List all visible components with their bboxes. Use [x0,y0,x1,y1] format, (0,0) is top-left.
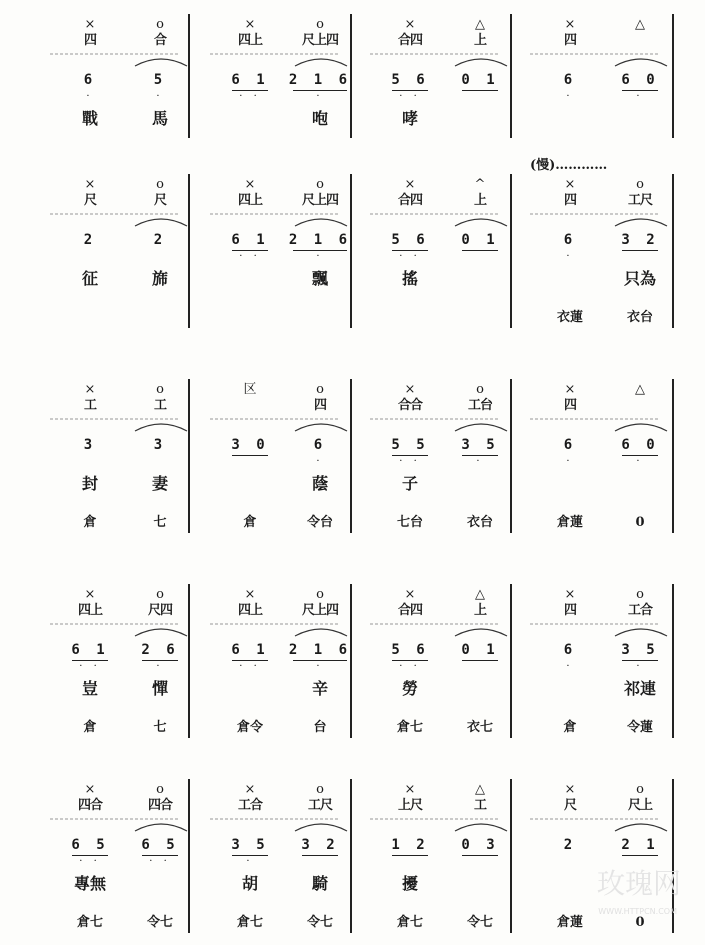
beat-mark: × [564,587,576,602]
percussion-syllables: 七 [153,720,167,735]
beat-mark: o [636,782,644,797]
octave-dots: · [476,456,484,467]
jianpu-notes: 6 5 [141,837,179,853]
gongche-notation: 上尺 [397,798,422,813]
jianpu-notes: 2 [83,232,97,248]
percussion-syllables: 倉 [243,515,257,530]
percussion-syllables: 衣台 [466,515,493,530]
score-system [0,580,705,750]
gongche-notation: 尺上四 [301,193,338,208]
lyric-text: 馬 [151,109,168,128]
gongche-notation: 工尺 [307,798,332,813]
percussion-syllables: 令蓮 [626,720,653,735]
lyric-text: 騎 [311,874,328,893]
score-system [0,775,705,945]
beat-mark: × [84,177,96,192]
jianpu-notes: 2 6 [141,642,179,658]
jianpu-notes: 3 2 [301,837,339,853]
jianpu-notes: 0 3 [461,837,499,853]
gongche-notation: 四上 [77,603,102,618]
octave-dots: · [636,456,644,467]
octave-dots: · · [399,91,421,102]
beat-mark: o [476,382,484,397]
beat-mark: o [316,782,324,797]
gongche-notation: 尺四 [147,603,172,618]
lyric-text: 搖 [401,269,418,288]
beat-mark: × [564,17,576,32]
octave-dots: · [566,456,574,467]
octave-dots: · [156,91,164,102]
lyric-text: 子 [401,474,418,493]
jianpu-notes: 2 1 [621,837,659,853]
octave-dots: · [566,251,574,262]
jianpu-notes: 6 1 [71,642,109,658]
lyric-text: 只為 [623,269,656,288]
gongche-notation: 尺上四 [301,33,338,48]
beat-mark: × [404,782,416,797]
beat-mark: × [244,177,256,192]
lyric-text: 擾 [401,874,418,893]
jianpu-notes: 5 5 [391,437,429,453]
percussion-syllables: 倉令 [236,720,263,735]
jianpu-notes: 6 [313,437,327,453]
octave-dots: · · [149,856,171,867]
percussion-syllables: 倉七 [396,720,423,735]
jianpu-notes: 5 6 [391,232,429,248]
gongche-notation: 四 [563,603,576,618]
beat-mark: × [244,587,256,602]
gongche-notation: 四合 [147,798,172,813]
jianpu-notes: 6 [563,72,577,88]
beat-mark: o [156,587,164,602]
gongche-notation: 尺上 [627,798,652,813]
jianpu-notes: 6 [83,72,97,88]
octave-dots: · [316,91,324,102]
beat-mark: o [156,17,164,32]
lyric-text: 辛 [311,679,328,698]
jianpu-notes: 3 [83,437,97,453]
gongche-notation: 四 [563,398,576,413]
percussion-syllables: 倉七 [76,915,103,930]
percussion-syllables: 0 [635,515,645,530]
beat-mark: △ [635,382,645,397]
gongche-notation: 工 [83,398,96,413]
beat-mark: 区 [243,382,257,397]
jianpu-notes: 3 2 [621,232,659,248]
beat-mark: o [316,382,324,397]
beam-underline [622,250,658,251]
jianpu-notes: 0 1 [461,642,499,658]
gongche-notation: 尺 [153,193,166,208]
jianpu-notes: 0 1 [461,232,499,248]
percussion-syllables: 倉蓮 [556,915,583,930]
jianpu-notes: 6 [563,642,577,658]
gongche-notation: 尺上四 [301,603,338,618]
jianpu-notes: 2 1 6 [288,72,352,88]
octave-dots: · · [79,661,101,672]
gongche-notation: 工合 [237,798,262,813]
jianpu-notes: 6 0 [621,437,659,453]
jianpu-notes: 0 1 [461,72,499,88]
score-system [0,375,705,545]
lyric-text: 憚 [151,679,168,698]
octave-dots: · [156,661,164,672]
gongche-notation: 四上 [237,193,262,208]
jianpu-notes: 3 [153,437,167,453]
beam-underline [232,455,268,456]
beam-underline [622,855,658,856]
jianpu-notes: 3 5 [621,642,659,658]
beat-mark: × [404,382,416,397]
beat-mark: × [404,17,416,32]
jianpu-notes: 6 [563,437,577,453]
octave-dots: · [86,91,94,102]
lyric-text: 胡 [241,874,258,893]
octave-dots: · · [239,661,261,672]
percussion-syllables: 令七 [146,915,173,930]
beat-mark: o [156,177,164,192]
lyric-text: 封 [81,474,98,493]
lyric-text: 專無 [73,874,106,893]
jianpu-notes: 1 2 [391,837,429,853]
gongche-notation: 四上 [237,33,262,48]
beam-underline [462,90,498,91]
jianpu-notes: 2 1 6 [288,232,352,248]
beat-mark: o [636,587,644,602]
jianpu-notes: 3 5 [231,837,269,853]
beat-mark: o [636,177,644,192]
jianpu-notes: 2 1 6 [288,642,352,658]
gongche-notation: 上 [473,193,486,208]
beat-mark: o [316,587,324,602]
percussion-syllables: 0 [635,915,645,930]
beat-mark: × [84,382,96,397]
percussion-syllables: 倉 [83,515,97,530]
percussion-syllables: 衣台 [626,310,653,325]
octave-dots: · [566,91,574,102]
jianpu-notes: 3 5 [461,437,499,453]
octave-dots: · [566,661,574,672]
percussion-syllables: 令七 [466,915,493,930]
beat-mark: △ [475,782,485,797]
percussion-syllables: 令七 [306,915,333,930]
lyric-text: 哮 [401,109,418,128]
octave-dots: · [316,456,324,467]
octave-dots: · [636,91,644,102]
beat-mark: △ [635,17,645,32]
jianpu-notes: 2 [563,837,577,853]
beam-underline [392,855,428,856]
lyric-text: 豈 [81,679,98,698]
lyric-text: 旆 [151,269,168,288]
gongche-notation: 合四 [397,193,422,208]
beat-mark: △ [475,587,485,602]
beat-mark: × [564,382,576,397]
lyric-text: 妻 [151,474,168,493]
beam-underline [462,660,498,661]
beat-mark: × [564,782,576,797]
percussion-syllables: 衣蓮 [556,310,583,325]
lyric-text: 戰 [81,109,98,128]
lyric-text: 勞 [401,679,418,698]
octave-dots: · [246,856,254,867]
octave-dots: · · [399,456,421,467]
octave-dots: · · [239,91,261,102]
score-system [0,158,705,340]
beat-mark: × [84,587,96,602]
gongche-notation: 合四 [397,33,422,48]
percussion-syllables: 令台 [306,515,333,530]
gongche-notation: 尺 [563,798,576,813]
lyric-text: 蔭 [311,474,328,493]
gongche-notation: 上 [473,603,486,618]
jianpu-notes: 6 1 [231,642,269,658]
percussion-syllables: 倉 [563,720,577,735]
jianpu-notes: 5 6 [391,72,429,88]
gongche-notation: 工尺 [627,193,652,208]
lyric-text: 咆 [311,109,328,128]
beat-mark: o [316,17,324,32]
octave-dots: · [316,661,324,672]
gongche-notation: 四 [563,33,576,48]
percussion-syllables: 倉七 [236,915,263,930]
jianpu-notes: 6 5 [71,837,109,853]
gongche-notation: 尺 [83,193,96,208]
beam-underline [462,855,498,856]
jianpu-notes: 6 [563,232,577,248]
tempo-marking: (慢)………… [530,158,608,173]
percussion-syllables: 倉七 [396,915,423,930]
percussion-syllables: 倉蓮 [556,515,583,530]
gongche-notation: 工 [473,798,486,813]
gongche-notation: 合四 [397,603,422,618]
beat-mark: o [156,382,164,397]
percussion-syllables: 七 [153,515,167,530]
octave-dots: · · [399,661,421,672]
beat-mark: × [244,17,256,32]
gongche-notation: 工台 [467,398,492,413]
barline [672,379,674,533]
jianpu-notes: 6 0 [621,72,659,88]
jianpu-notes: 2 [153,232,167,248]
beat-mark: ^ [474,177,486,192]
jianpu-notes: 6 1 [231,72,269,88]
gongche-notation: 上 [473,33,486,48]
jianpu-notes: 5 6 [391,642,429,658]
watermark-logo: 玫瑰网 [596,867,681,900]
gongche-notation: 合 [153,33,166,48]
beat-mark: × [404,177,416,192]
beat-mark: × [404,587,416,602]
jianpu-notes: 6 1 [231,232,269,248]
gongche-notation: 四 [313,398,326,413]
watermark-url: WWW.HTTPCN.COM [598,907,677,916]
gongche-notation: 工 [153,398,166,413]
beam-underline [302,855,338,856]
octave-dots: · [636,661,644,672]
gongche-notation: 四上 [237,603,262,618]
gongche-notation: 四 [563,193,576,208]
lyric-text: 飄 [311,269,328,288]
octave-dots: · · [239,251,261,262]
gongche-notation: 工合 [627,603,652,618]
gongche-notation: 四合 [77,798,102,813]
octave-dots: · · [399,251,421,262]
lyric-text: 祁連 [623,679,656,698]
lyric-text: 征 [81,269,98,288]
beam-underline [462,250,498,251]
beat-mark: × [244,782,256,797]
percussion-syllables: 七台 [396,515,423,530]
gongche-notation: 四 [83,33,96,48]
percussion-syllables: 倉 [83,720,97,735]
jianpu-notes: 3 0 [231,437,269,453]
octave-dots: · · [79,856,101,867]
percussion-syllables: 台 [313,720,327,735]
octave-dots: · [316,251,324,262]
beat-mark: × [564,177,576,192]
beat-mark: o [156,782,164,797]
beat-mark: × [84,782,96,797]
beat-mark: △ [475,17,485,32]
beat-mark: o [316,177,324,192]
beat-mark: × [84,17,96,32]
jianpu-notes: 5 [153,72,167,88]
gongche-notation: 合合 [397,398,422,413]
percussion-syllables: 衣七 [466,720,493,735]
